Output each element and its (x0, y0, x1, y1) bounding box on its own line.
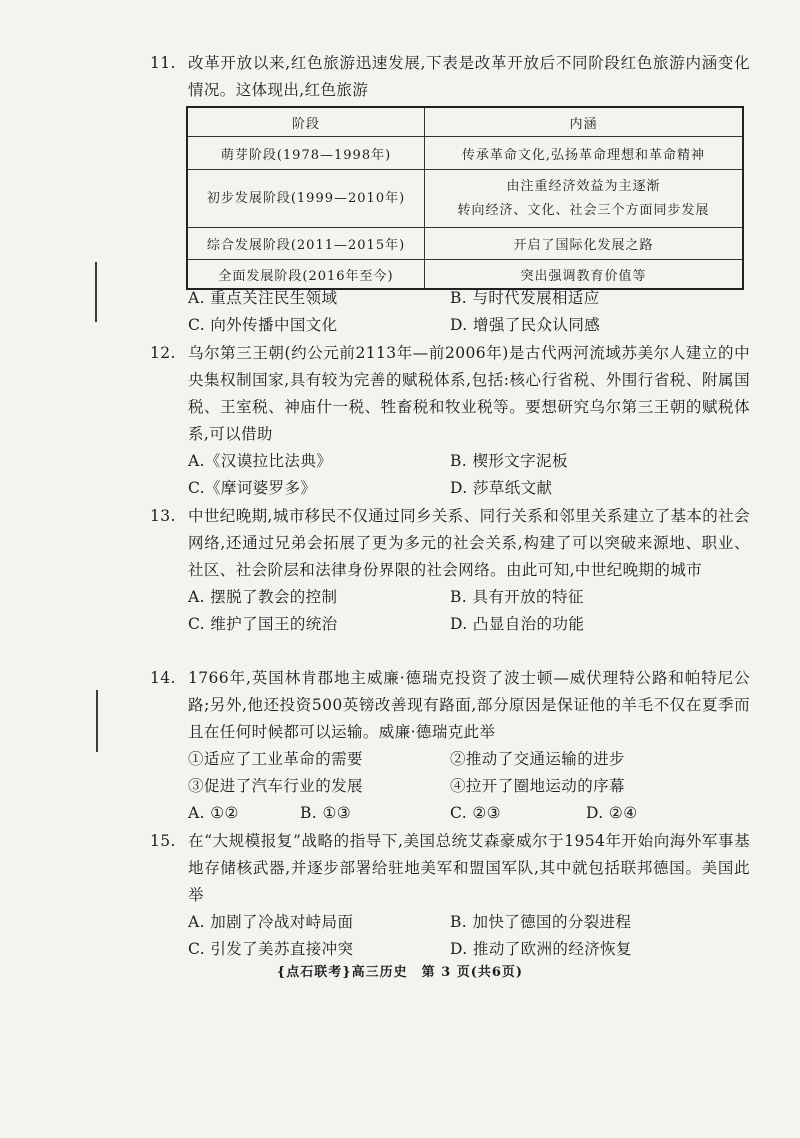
question-11-options (150, 285, 750, 339)
question-12 (150, 340, 750, 502)
stage-cell: 综合发展阶段(2011—2015年) (187, 228, 425, 260)
content-line: 由注重经济效益为主逐渐 (506, 178, 661, 194)
option-d[interactable]: D. 推动了欧洲的经济恢复 (450, 940, 632, 958)
header-stage: 阶段 (187, 107, 425, 137)
table-row (187, 137, 743, 170)
table-row (187, 228, 743, 260)
statement-4: ④拉开了圈地运动的序幕 (450, 777, 625, 795)
scan-mark-upper (95, 262, 97, 322)
question-14 (150, 665, 750, 827)
header-content: 内涵 (425, 107, 744, 137)
option-d[interactable]: D. 凸显自治的功能 (450, 615, 585, 633)
question-number: 11. (150, 54, 176, 72)
option-a[interactable]: A. 重点关注民生领域 (188, 289, 338, 307)
statement-1: ①适应了工业革命的需要 (188, 750, 363, 768)
question-stem: 乌尔第三王朝(约公元前2113年—前2006年)是古代两河流域苏美尔人建立的中央集权制国家,具有较为完善的赋税体系,包括:核心行省税、外围行省税、附属国税、王室税、神庙什一税、牲畜税和牧业税等。要想研究乌尔第三王朝的赋税体系,可以借助 (188, 344, 750, 443)
content-cell: 传承革命文化,弘扬革命理想和革命精神 (425, 137, 744, 170)
stage-cell: 初步发展阶段(1999—2010年) (187, 170, 425, 228)
page-footer: {点石联考}高三历史 第 3 页(共6页) (276, 965, 524, 980)
question-stem: 改革开放以来,红色旅游迅速发展,下表是改革开放后不同阶段红色旅游内涵变化情况。这体现出,红色旅游 (188, 54, 750, 99)
option-a[interactable]: A. ①② (188, 804, 239, 822)
option-b[interactable]: B. 具有开放的特征 (450, 588, 584, 606)
question-number: 12. (150, 344, 176, 362)
stage-cell: 全面发展阶段(2016年至今) (187, 260, 425, 290)
scan-mark-lower (96, 690, 98, 752)
option-a[interactable]: A.《汉谟拉比法典》 (188, 452, 333, 470)
question-stem: 1766年,英国林肯郡地主威廉·德瑞克投资了波士顿—威伏理特公路和帕特尼公路;另外,他还投资500英镑改善现有路面,部分原因是保证他的羊毛不仅在夏季而且在任何时候都可以运输。威廉·德瑞克此举 (188, 669, 750, 741)
question-number: 13. (150, 507, 176, 525)
option-c[interactable]: C. 维护了国王的统治 (188, 615, 338, 633)
question-stem: 在“大规模报复”战略的指导下,美国总统艾森豪威尔于1954年开始向海外军事基地存储核武器,并逐步部署给驻地美军和盟国军队,其中就包括联邦德国。美国此举 (188, 832, 750, 904)
question-13 (150, 503, 750, 638)
question-11 (150, 50, 750, 104)
option-d[interactable]: D. 增强了民众认同感 (450, 316, 601, 334)
option-c[interactable]: C. 引发了美苏直接冲突 (188, 940, 354, 958)
question-number: 15. (150, 832, 176, 850)
option-d[interactable]: D. ②④ (586, 804, 638, 822)
option-b[interactable]: B. 加快了德国的分裂进程 (450, 913, 632, 931)
question-number: 14. (150, 669, 176, 687)
option-d[interactable]: D. 莎草纸文献 (450, 479, 553, 497)
table-row (187, 170, 743, 228)
content-line: 转向经济、文化、社会三个方面同步发展 (457, 202, 710, 218)
table-header-row (187, 107, 743, 137)
stage-cell: 萌芽阶段(1978—1998年) (187, 137, 425, 170)
content-cell: 突出强调教育价值等 (425, 260, 744, 290)
red-tourism-table (186, 106, 744, 290)
option-b[interactable]: B. 与时代发展相适应 (450, 289, 600, 307)
option-c[interactable]: C. ②③ (450, 804, 501, 822)
content-cell: 开启了国际化发展之路 (425, 228, 744, 260)
option-c[interactable]: C. 向外传播中国文化 (188, 316, 338, 334)
statement-2: ②推动了交通运输的进步 (450, 750, 625, 768)
option-a[interactable]: A. 加剧了冷战对峙局面 (188, 913, 354, 931)
option-b[interactable]: B. ①③ (300, 804, 352, 822)
option-c[interactable]: C.《摩诃婆罗多》 (188, 479, 317, 497)
question-15 (150, 828, 750, 963)
option-a[interactable]: A. 摆脱了教会的控制 (188, 588, 338, 606)
question-stem: 中世纪晚期,城市移民不仅通过同乡关系、同行关系和邻里关系建立了基本的社会网络,还通过兄弟会拓展了更为多元的社会关系,构建了可以突破来源地、职业、社区、社会阶层和法律身份界限的社会网络。由此可知,中世纪晚期的城市 (188, 507, 750, 579)
option-b[interactable]: B. 楔形文字泥板 (450, 452, 568, 470)
statement-3: ③促进了汽车行业的发展 (188, 777, 363, 795)
content-cell (425, 170, 744, 228)
